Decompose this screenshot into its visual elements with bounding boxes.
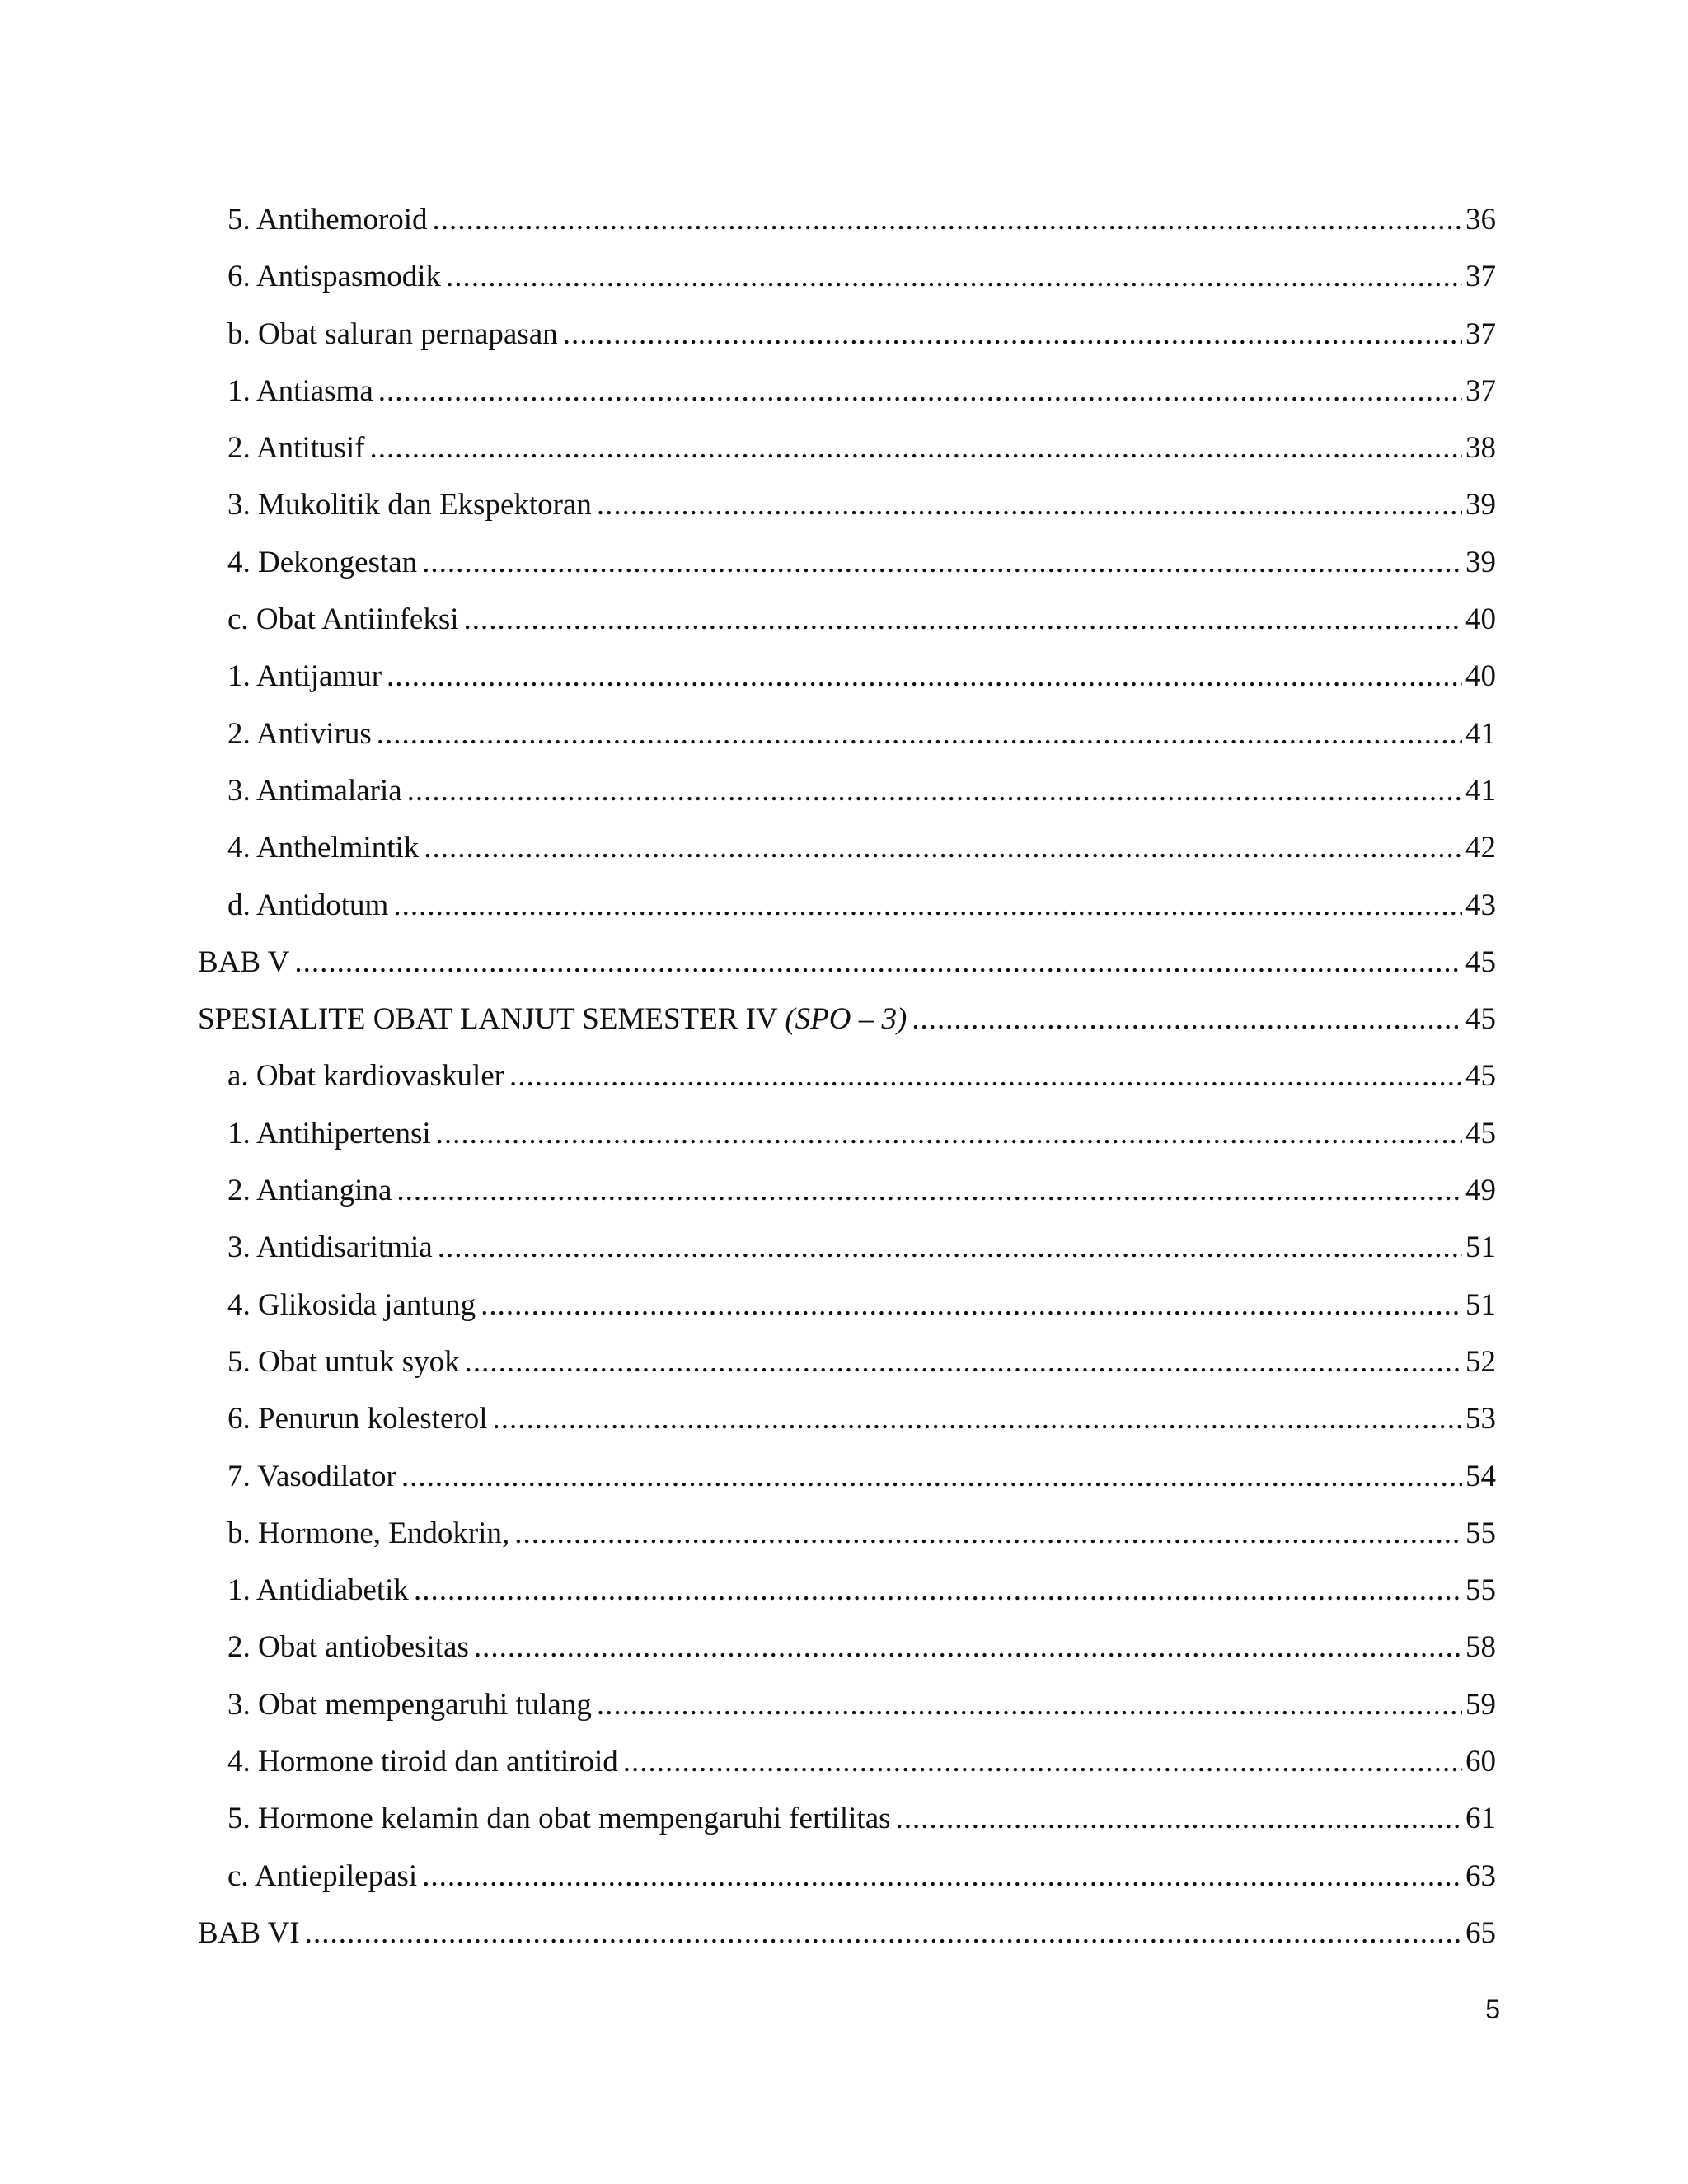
dot-leader bbox=[563, 306, 1462, 363]
toc-entry-page: 42 bbox=[1465, 831, 1496, 865]
toc-entry-label bbox=[227, 1448, 396, 1505]
toc-entry-page: 39 bbox=[1465, 545, 1496, 579]
toc-entry-page: 54 bbox=[1465, 1459, 1496, 1493]
toc-entry[interactable] bbox=[198, 1733, 1496, 1790]
toc-entry[interactable] bbox=[198, 591, 1496, 648]
toc-entry[interactable] bbox=[198, 1848, 1496, 1905]
toc-entry-label bbox=[227, 1162, 392, 1219]
toc-entry-title: BAB VI bbox=[198, 1915, 300, 1950]
dot-leader bbox=[396, 1162, 1462, 1219]
toc-entry-page: 41 bbox=[1465, 773, 1496, 808]
toc-entry-label bbox=[227, 591, 459, 648]
toc-entry-label bbox=[227, 248, 441, 305]
toc-entry-label bbox=[198, 991, 907, 1047]
toc-entry[interactable] bbox=[198, 306, 1496, 363]
toc-entry[interactable] bbox=[198, 363, 1496, 419]
dot-leader bbox=[474, 1619, 1462, 1675]
toc-entry-label bbox=[227, 191, 428, 248]
toc-entry-title: 1. Antiasma bbox=[227, 373, 373, 408]
toc-entry-label bbox=[227, 1277, 476, 1333]
toc-entry-title: 2. Antiangina bbox=[227, 1174, 392, 1208]
toc-entry[interactable] bbox=[198, 1390, 1496, 1447]
toc-entry-page: 40 bbox=[1465, 659, 1496, 694]
toc-entry[interactable] bbox=[198, 1676, 1496, 1733]
toc-entry[interactable] bbox=[198, 1619, 1496, 1675]
toc-entry[interactable] bbox=[198, 762, 1496, 819]
toc-entry-label bbox=[227, 476, 592, 533]
toc-entry-title: 6. Antispasmodik bbox=[227, 260, 442, 294]
toc-entry-title: 1. Antihipertensi bbox=[227, 1116, 431, 1151]
page-number: 5 bbox=[1485, 1994, 1500, 2024]
toc-entry-title: 3. Obat mempengaruhi tulang bbox=[227, 1687, 592, 1722]
toc-entry-label bbox=[227, 877, 388, 934]
dot-leader bbox=[414, 1562, 1462, 1619]
dot-leader bbox=[597, 1676, 1462, 1733]
dot-leader bbox=[438, 1219, 1462, 1276]
toc-entry[interactable] bbox=[198, 991, 1496, 1047]
dot-leader bbox=[436, 1105, 1462, 1162]
toc-entry-page: 36 bbox=[1465, 203, 1496, 237]
toc-entry-title: c. Antiepilepasi bbox=[227, 1858, 418, 1893]
dot-leader bbox=[387, 648, 1462, 705]
toc-entry[interactable] bbox=[198, 1905, 1496, 1961]
toc-entry-title: c. Obat Antiinfeksi bbox=[227, 602, 459, 637]
toc-entry-page: 45 bbox=[1465, 1002, 1496, 1037]
toc-entry-title: 4. Hormone tiroid dan antitiroid bbox=[227, 1745, 618, 1779]
toc-entry-page: 51 bbox=[1465, 1287, 1496, 1322]
toc-entry-page: 39 bbox=[1465, 488, 1496, 523]
toc-entry-label bbox=[227, 819, 419, 876]
toc-entry-page: 37 bbox=[1465, 316, 1496, 351]
toc-entry-title: 3. Antidisaritmia bbox=[227, 1230, 433, 1265]
toc-entry-title: 2. Antitusif bbox=[227, 431, 365, 466]
dot-leader bbox=[422, 1848, 1462, 1905]
dot-leader bbox=[912, 991, 1462, 1047]
toc-entry[interactable] bbox=[198, 1562, 1496, 1619]
toc-entry-label bbox=[227, 1219, 433, 1276]
dot-leader bbox=[464, 591, 1462, 648]
dot-leader bbox=[377, 705, 1462, 762]
toc-entry-title: SPESIALITE OBAT LANJUT SEMESTER IV bbox=[198, 1002, 778, 1037]
toc-entry[interactable] bbox=[198, 934, 1496, 991]
toc-entry[interactable] bbox=[198, 819, 1496, 876]
toc-entry-page: 43 bbox=[1465, 888, 1496, 922]
dot-leader bbox=[446, 248, 1462, 305]
toc-entry[interactable] bbox=[198, 1790, 1496, 1847]
toc-entry-label bbox=[227, 1848, 417, 1905]
toc-entry-title: 3. Antimalaria bbox=[227, 773, 402, 808]
dot-leader bbox=[401, 1448, 1462, 1505]
toc-entry-label bbox=[227, 1390, 487, 1447]
toc-entry-title: 3. Mukolitik dan Ekspektoran bbox=[227, 488, 592, 523]
toc-entry-label bbox=[227, 762, 402, 819]
toc-entry-title: BAB V bbox=[198, 944, 290, 979]
toc-entry-title-italic: (SPO – 3) bbox=[785, 1002, 907, 1037]
toc-entry-label bbox=[227, 1562, 409, 1619]
toc-entry-page: 63 bbox=[1465, 1858, 1496, 1893]
toc-entry-title: d. Antidotum bbox=[227, 888, 389, 922]
toc-entry[interactable] bbox=[198, 877, 1496, 934]
toc-entry-page: 60 bbox=[1465, 1745, 1496, 1779]
toc-entry-page: 41 bbox=[1465, 716, 1496, 751]
toc-entry-label bbox=[227, 1790, 891, 1847]
toc-entry-page: 38 bbox=[1465, 431, 1496, 466]
toc-entry-label bbox=[227, 1619, 469, 1675]
toc-entry-page: 55 bbox=[1465, 1573, 1496, 1608]
toc-entry-page: 58 bbox=[1465, 1630, 1496, 1665]
toc-entry[interactable] bbox=[198, 648, 1496, 705]
toc-entry-page: 65 bbox=[1465, 1915, 1496, 1950]
toc-entry[interactable] bbox=[198, 248, 1496, 305]
dot-leader bbox=[370, 419, 1462, 476]
toc-entry-title: 7. Vasodilator bbox=[227, 1459, 396, 1493]
toc-entry-label bbox=[227, 1333, 460, 1390]
toc-entry[interactable] bbox=[198, 1448, 1496, 1505]
dot-leader bbox=[433, 191, 1462, 248]
toc-entry-title: 2. Antivirus bbox=[227, 716, 372, 751]
toc-entry-label bbox=[227, 1733, 618, 1790]
toc-entry-page: 37 bbox=[1465, 373, 1496, 408]
toc-entry-label bbox=[227, 1505, 509, 1562]
toc-entry-label bbox=[198, 934, 289, 991]
toc-entry[interactable] bbox=[198, 1505, 1496, 1562]
dot-leader bbox=[378, 363, 1462, 419]
toc-entry-title: b. Obat saluran pernapasan bbox=[227, 316, 558, 351]
toc-entry-page: 59 bbox=[1465, 1687, 1496, 1722]
toc-entry-label bbox=[227, 705, 372, 762]
dot-leader bbox=[422, 534, 1462, 591]
toc-entry-label bbox=[227, 1047, 504, 1104]
toc-entry-title: 4. Anthelmintik bbox=[227, 831, 420, 865]
dot-leader bbox=[407, 762, 1462, 819]
dot-leader bbox=[481, 1277, 1462, 1333]
toc-entry-page: 45 bbox=[1465, 944, 1496, 979]
toc-entry-label bbox=[198, 1905, 300, 1961]
toc-entry-label bbox=[227, 306, 558, 363]
toc-entry-page: 51 bbox=[1465, 1230, 1496, 1265]
toc-entry-label bbox=[227, 648, 382, 705]
toc-entry-title: 2. Obat antiobesitas bbox=[227, 1630, 469, 1665]
toc-entry[interactable] bbox=[198, 476, 1496, 533]
dot-leader bbox=[294, 934, 1462, 991]
dot-leader bbox=[623, 1733, 1462, 1790]
toc-entry-page: 55 bbox=[1465, 1516, 1496, 1550]
toc-entry[interactable] bbox=[198, 705, 1496, 762]
toc-entry-title: 5. Obat untuk syok bbox=[227, 1344, 460, 1379]
dot-leader bbox=[424, 819, 1462, 876]
dot-leader bbox=[465, 1333, 1462, 1390]
toc-entry-page: 45 bbox=[1465, 1116, 1496, 1151]
toc-entry[interactable] bbox=[198, 1333, 1496, 1390]
table-of-contents bbox=[198, 191, 1496, 1961]
toc-entry-title: 6. Penurun kolesterol bbox=[227, 1402, 488, 1436]
toc-entry[interactable] bbox=[198, 1277, 1496, 1333]
toc-entry-page: 61 bbox=[1465, 1802, 1496, 1836]
toc-entry[interactable] bbox=[198, 1219, 1496, 1276]
toc-entry-page: 49 bbox=[1465, 1174, 1496, 1208]
dot-leader bbox=[492, 1390, 1462, 1447]
toc-entry-label bbox=[227, 534, 417, 591]
toc-entry-page: 40 bbox=[1465, 602, 1496, 637]
toc-entry-label bbox=[227, 1105, 431, 1162]
toc-entry-page: 52 bbox=[1465, 1344, 1496, 1379]
toc-entry-label bbox=[227, 419, 365, 476]
toc-entry-page: 45 bbox=[1465, 1059, 1496, 1094]
toc-entry[interactable] bbox=[198, 191, 1496, 248]
toc-entry-title: 1. Antijamur bbox=[227, 659, 382, 694]
dot-leader bbox=[305, 1905, 1462, 1961]
toc-entry-page: 53 bbox=[1465, 1402, 1496, 1436]
toc-entry[interactable] bbox=[198, 1047, 1496, 1104]
toc-entry[interactable] bbox=[198, 1105, 1496, 1162]
dot-leader bbox=[514, 1505, 1462, 1562]
toc-entry[interactable] bbox=[198, 1162, 1496, 1219]
toc-entry-title: a. Obat kardiovaskuler bbox=[227, 1059, 504, 1094]
toc-entry-title: 5. Hormone kelamin dan obat mempengaruhi fertilitas bbox=[227, 1802, 891, 1836]
dot-leader bbox=[393, 877, 1462, 934]
dot-leader bbox=[509, 1047, 1462, 1104]
toc-entry-title: b. Hormone, Endokrin, bbox=[227, 1516, 510, 1550]
toc-entry-title: 4. Dekongestan bbox=[227, 545, 418, 579]
toc-entry[interactable] bbox=[198, 419, 1496, 476]
toc-entry-title: 1. Antidiabetik bbox=[227, 1573, 409, 1608]
toc-entry[interactable] bbox=[198, 534, 1496, 591]
toc-entry-page: 37 bbox=[1465, 260, 1496, 294]
toc-entry-label bbox=[227, 1676, 592, 1733]
dot-leader bbox=[597, 476, 1462, 533]
toc-entry-label bbox=[227, 363, 373, 419]
toc-entry-title: 4. Glikosida jantung bbox=[227, 1287, 476, 1322]
toc-entry-title: 5. Antihemoroid bbox=[227, 203, 428, 237]
dot-leader bbox=[896, 1790, 1462, 1847]
